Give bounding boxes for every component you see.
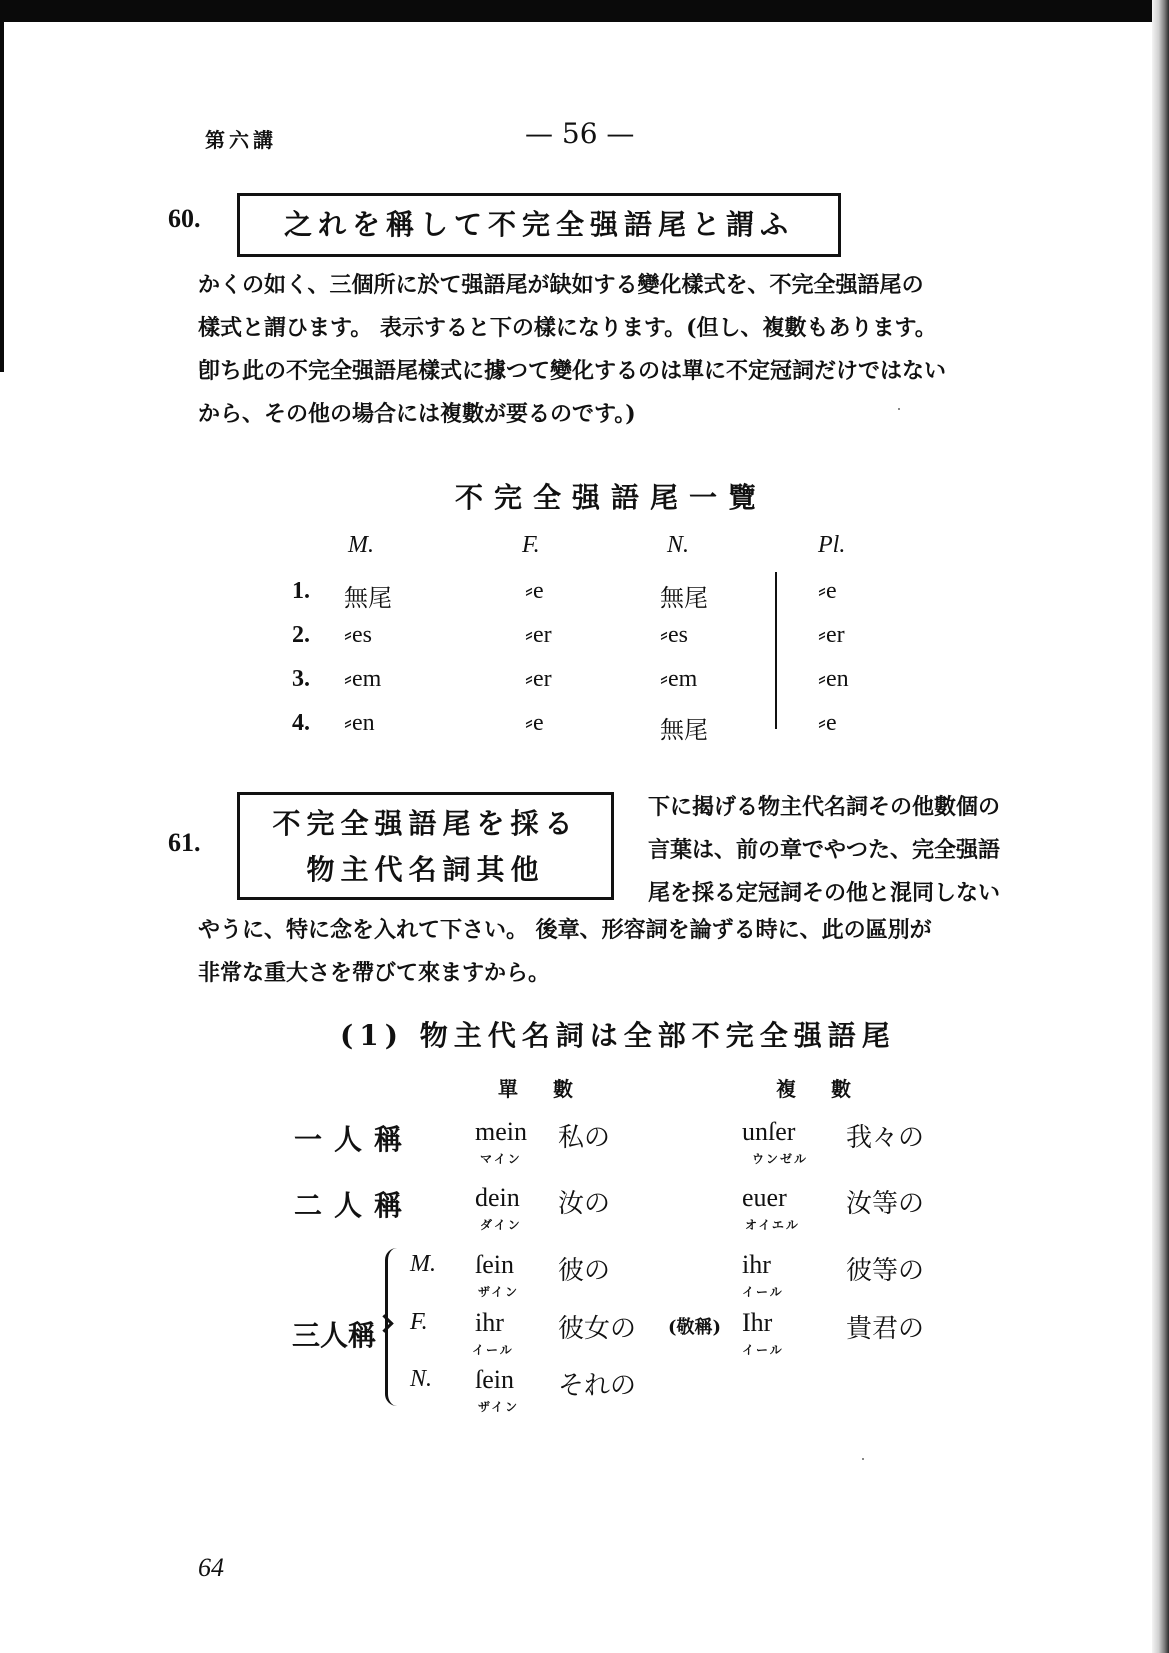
ending-cell: 無尾 [344, 586, 392, 612]
scan-border-top [0, 0, 1169, 22]
german-word: Ihr [742, 1308, 773, 1337]
paragraph-line: 尾を採る定冠詞その他と混同しない [648, 880, 1001, 906]
ending-table-title: 不完全强語尾一覽 [455, 481, 768, 514]
german-word: ihr [475, 1308, 504, 1337]
ending-cell: ⸗er [525, 666, 552, 692]
german-word: dein [475, 1183, 520, 1212]
column-header-feminine: F. [522, 532, 540, 558]
section-number-61: 61. [168, 828, 201, 857]
gender-label: N. [410, 1366, 433, 1392]
meaning: 彼の [558, 1256, 611, 1286]
katakana-reading: イール [742, 1285, 784, 1299]
section-61-heading [237, 792, 614, 900]
ending-cell: ⸗e [525, 578, 544, 604]
meaning: 彼女の [558, 1314, 637, 1344]
heading-line: 物主代名詞其他 [306, 853, 545, 886]
meaning: 汝の [558, 1189, 611, 1219]
meaning: 我々の [846, 1123, 925, 1153]
row-number: 2. [292, 622, 310, 648]
scan-border-left [0, 0, 4, 372]
second-person-label: 二人稱 [294, 1189, 415, 1222]
scan-speck [862, 1458, 864, 1460]
paragraph-line: 下に揭げる物主代名詞その他數個の [648, 794, 1001, 820]
heading-line: 不完全强語尾を採る [272, 807, 579, 840]
ending-cell: ⸗e [818, 578, 837, 604]
ending-cell: ⸗es [344, 622, 372, 648]
singular-header: 單 數 [498, 1077, 587, 1101]
chapter-label: 第六講 [205, 128, 277, 152]
katakana-reading: ザイン [478, 1285, 520, 1299]
paragraph-line: から、その他の場合には複數が要るのです。) [198, 401, 636, 427]
german-word: ſein [475, 1250, 514, 1279]
paragraph-line: 言葉は、前の章でやつた、完全强語 [648, 837, 1001, 863]
honorific-note: (敬稱) [668, 1317, 722, 1338]
column-header-plural: Pl. [818, 532, 846, 558]
ending-cell: ⸗em [344, 666, 382, 692]
page-edge-shadow [1152, 0, 1169, 1653]
ending-cell: ⸗er [818, 622, 845, 648]
meaning: 汝等の [846, 1189, 925, 1219]
row-number: 3. [292, 666, 310, 692]
column-header-masculine: M. [348, 532, 374, 558]
katakana-reading: イール [472, 1343, 514, 1357]
plural-divider-line [775, 572, 777, 729]
ending-cell: ⸗er [525, 622, 552, 648]
third-person-label: 三人稱 [292, 1319, 377, 1352]
ending-cell: ⸗e [818, 710, 837, 736]
ending-cell: ⸗es [660, 622, 688, 648]
katakana-reading: ウンゼル [752, 1152, 809, 1166]
section-61-side-text [648, 786, 1068, 915]
meaning: 貴君の [846, 1314, 925, 1344]
paragraph-line: かくの如く、三個所に於て强語尾が缺如する變化樣式を、不完全强語尾の [198, 272, 924, 298]
katakana-reading: ダイン [480, 1218, 522, 1232]
gender-label: F. [410, 1309, 428, 1335]
section-60-heading: 之れを稱して不完全强語尾と謂ふ [237, 193, 841, 257]
scan-speck [898, 408, 900, 410]
column-header-neuter: N. [667, 532, 690, 558]
katakana-reading: イール [742, 1343, 784, 1357]
german-word: unſer [742, 1117, 796, 1146]
row-number: 4. [292, 710, 310, 736]
katakana-reading: マイン [480, 1152, 522, 1166]
section-61-paragraph [198, 909, 1068, 995]
first-person-label: 一人稱 [294, 1123, 415, 1156]
paragraph-line: やうに、特に念を入れて下さい。 後章、形容詞を論ずる時に、此の區別が [198, 917, 932, 943]
paragraph-line: 樣式と謂ひます。 表示すると下の樣になります。(但し、複數もあります。 [198, 315, 937, 341]
meaning: 私の [558, 1123, 611, 1153]
paragraph-line: 非常な重大さを帶びて來ますから。 [198, 960, 551, 986]
plural-header: 複 數 [776, 1077, 865, 1101]
section-60-paragraph [198, 264, 1068, 436]
row-number: 1. [292, 578, 310, 604]
ending-cell: ⸗e [525, 710, 544, 736]
ending-cell: ⸗en [818, 666, 849, 692]
ending-cell: ⸗en [344, 710, 375, 736]
ending-cell: ⸗em [660, 666, 698, 692]
paragraph-line: 卽ち此の不完全强語尾樣式に據つて變化するのは單に不定冠詞だけではない [198, 358, 947, 384]
german-word: ſein [475, 1365, 514, 1394]
section-number-60: 60. [168, 204, 201, 233]
pronoun-table-title: (1) 物主代名詞は全部不完全强語尾 [340, 1019, 896, 1052]
ending-cell: 無尾 [660, 718, 708, 744]
gender-label: M. [410, 1251, 436, 1277]
folio-number: 64 [198, 1553, 224, 1582]
page-number: — 56 — [525, 117, 635, 150]
german-word: mein [475, 1117, 527, 1146]
meaning: 彼等の [846, 1256, 925, 1286]
german-word: euer [742, 1183, 787, 1212]
ending-cell: 無尾 [660, 586, 708, 612]
katakana-reading: ザイン [478, 1400, 520, 1414]
german-word: ihr [742, 1250, 771, 1279]
katakana-reading: オイエル [745, 1218, 800, 1232]
meaning: それの [558, 1371, 637, 1401]
